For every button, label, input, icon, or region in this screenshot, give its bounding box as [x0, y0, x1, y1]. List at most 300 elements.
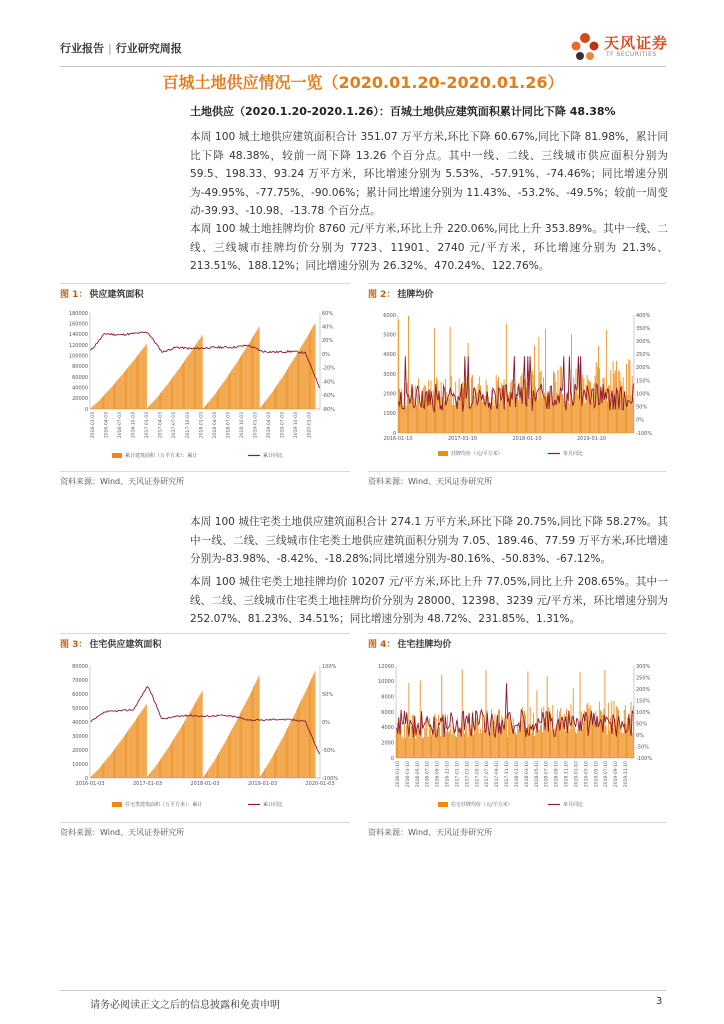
y-left-tick-label: 0 [84, 775, 88, 782]
bar [162, 756, 163, 778]
bar [602, 715, 603, 758]
bar [531, 733, 532, 758]
bar [242, 353, 243, 409]
figure-2-caption [368, 287, 433, 300]
bar [305, 692, 306, 778]
bar [232, 728, 233, 778]
bar [585, 403, 586, 433]
bar [212, 764, 213, 778]
bar [604, 378, 605, 433]
bar-series [90, 671, 320, 778]
bar [240, 357, 241, 409]
bar [290, 364, 291, 409]
figure-1-caption [60, 287, 143, 300]
bar [415, 386, 416, 433]
bar [467, 737, 468, 758]
bar [269, 763, 270, 778]
x-tick-label: 2016-09-10 [435, 761, 441, 788]
bar [225, 742, 226, 778]
bar [132, 725, 133, 778]
y-left-tick-label: 6000 [381, 709, 394, 716]
bar [448, 733, 449, 758]
bar [233, 726, 234, 778]
bar [258, 329, 259, 409]
x-tick-label: 2016-01-03 [91, 412, 97, 439]
bar [91, 776, 92, 778]
bar [301, 699, 302, 778]
bar [411, 393, 412, 433]
bar [122, 739, 123, 778]
bar [217, 391, 218, 409]
y-left-tick-label: 2000 [381, 740, 394, 747]
bar [563, 398, 564, 433]
bar [632, 733, 633, 758]
bar [93, 406, 94, 409]
bar [468, 343, 469, 433]
bar [495, 399, 496, 433]
y-right-tick-label: 350% [636, 325, 651, 332]
bar [112, 752, 113, 778]
bar [167, 749, 168, 778]
legend-line-label: 单月同比 [563, 802, 584, 808]
bar [180, 729, 181, 778]
bar [99, 400, 100, 409]
x-tick-label: 2019-11-10 [624, 761, 630, 788]
bar [293, 717, 294, 778]
bar [143, 709, 144, 778]
bar [537, 690, 538, 758]
bar [294, 715, 295, 778]
x-tick-label: 2017-05-10 [475, 761, 481, 788]
bar [128, 367, 129, 409]
bar [447, 715, 448, 758]
bar [126, 733, 127, 778]
bar [182, 725, 183, 778]
bar [182, 364, 183, 409]
figure-4-caption [368, 637, 451, 650]
bar [162, 390, 163, 409]
bar [224, 744, 225, 778]
bar [470, 406, 471, 433]
x-tick-label: 2019-01-03 [253, 412, 259, 439]
bar [590, 706, 591, 758]
bar [221, 385, 222, 409]
bar [625, 402, 626, 433]
bar [216, 392, 217, 409]
bar [215, 759, 216, 778]
bar [243, 707, 244, 778]
bar [184, 361, 185, 409]
bar [241, 355, 242, 409]
bar [272, 757, 273, 778]
bar [135, 358, 136, 409]
bar [449, 731, 450, 758]
bar [133, 723, 134, 778]
bar [446, 392, 447, 433]
bar [228, 375, 229, 409]
bar [438, 397, 439, 433]
bar [523, 395, 524, 433]
bar [576, 734, 577, 758]
bar [315, 671, 316, 778]
bar [254, 334, 255, 409]
bar [209, 401, 210, 409]
bar [543, 377, 544, 433]
x-tick-label: 2017-10-03 [185, 412, 191, 439]
bar [551, 390, 552, 433]
bar [166, 386, 167, 409]
x-tick-label: 2019-05-10 [594, 761, 600, 788]
bar [141, 350, 142, 409]
bar [186, 718, 187, 778]
y-right-tick-label: -40% [322, 379, 335, 386]
bar [120, 377, 121, 409]
y-right-tick-label: 150% [636, 698, 651, 705]
bar [478, 384, 479, 433]
bar [259, 676, 260, 778]
bar [244, 705, 245, 778]
bar-series [398, 316, 634, 433]
bar [568, 732, 569, 758]
bar [170, 744, 171, 778]
bar [516, 735, 517, 758]
bar [536, 394, 537, 433]
x-tick-label: 2016-11-10 [445, 761, 451, 788]
bar [515, 732, 516, 758]
bar [300, 348, 301, 409]
bar [140, 712, 141, 778]
bar [215, 394, 216, 409]
bar [259, 327, 260, 409]
bar [137, 356, 138, 409]
x-tick-label: 2018-01-10 [514, 761, 520, 788]
bar [510, 722, 511, 758]
bar [514, 732, 515, 758]
y-right-tick-label: 200% [636, 686, 651, 693]
bar [173, 739, 174, 778]
figure-2-title: 挂牌均价 [397, 290, 434, 300]
bar [196, 343, 197, 409]
bar [293, 360, 294, 409]
bar [100, 767, 101, 778]
bar [601, 712, 602, 758]
legend-bar-label: 挂牌均价（元/平方米） [451, 451, 503, 457]
bar [286, 371, 287, 409]
bar [503, 394, 504, 433]
bar [136, 719, 137, 778]
bar [538, 337, 539, 433]
x-tick-label: 2018-01-10 [512, 436, 542, 442]
bar [207, 403, 208, 409]
bar [161, 392, 162, 409]
figure-4-number: 图 4： [368, 640, 396, 650]
bar [237, 719, 238, 778]
bar [264, 402, 265, 409]
bar [517, 724, 518, 758]
bar [163, 389, 164, 409]
bar [504, 725, 505, 758]
bar [275, 751, 276, 778]
bar [125, 734, 126, 778]
x-tick-label: 2017-11-10 [505, 761, 511, 788]
bar [571, 704, 572, 758]
legend-bar-label: 住宅类建筑面积（万平方米）：累计 [125, 802, 203, 808]
bar [178, 370, 179, 409]
bar [276, 386, 277, 409]
bar [262, 405, 263, 409]
bar [477, 392, 478, 433]
bar [207, 771, 208, 778]
bar [523, 720, 524, 758]
bar [281, 379, 282, 409]
bar [261, 406, 262, 409]
bar [150, 773, 151, 778]
bar [198, 340, 199, 409]
bar [146, 344, 147, 409]
bar [551, 731, 552, 758]
bar [102, 397, 103, 409]
bar [452, 405, 453, 433]
bar [148, 407, 149, 409]
bar [181, 727, 182, 778]
bar [108, 391, 109, 409]
page-number: 3 [656, 996, 663, 1007]
y-left-tick-label: 4000 [381, 725, 394, 732]
x-tick-label: 2018-05-10 [534, 761, 540, 788]
bar [102, 764, 103, 778]
figure-1-bottom-rule [60, 471, 350, 472]
bar [630, 360, 631, 433]
bar [114, 749, 115, 778]
bar [197, 699, 198, 778]
bar [148, 775, 149, 778]
bar [140, 351, 141, 409]
bar [519, 393, 520, 433]
bar [241, 711, 242, 778]
bar [101, 766, 102, 778]
bar [564, 714, 565, 758]
x-tick-label: 2017-01-10 [447, 436, 478, 442]
bar [301, 346, 302, 409]
bar [289, 724, 290, 778]
x-tick-label: 2018-01-03 [199, 412, 205, 439]
bar [159, 394, 160, 409]
bar [239, 359, 240, 409]
legend-bar-swatch [112, 453, 122, 458]
bar [583, 722, 584, 758]
bar [157, 764, 158, 778]
bar [542, 732, 543, 758]
bar [612, 400, 613, 433]
bar [279, 381, 280, 409]
bar [561, 367, 562, 433]
bar [306, 690, 307, 778]
bar [486, 670, 487, 758]
bar [423, 737, 424, 758]
bar [181, 366, 182, 409]
bar [408, 316, 409, 433]
bar [312, 327, 313, 409]
bar [540, 372, 541, 433]
bar [506, 324, 507, 433]
bar [210, 766, 211, 778]
x-tick-label: 2018-01-03 [190, 781, 220, 787]
bar [151, 771, 152, 778]
bar [444, 736, 445, 758]
bar [260, 407, 261, 409]
bar [594, 721, 595, 758]
bar [226, 378, 227, 409]
x-tick-label: 2020-01-03 [307, 412, 313, 439]
bar [187, 356, 188, 409]
bar [167, 385, 168, 409]
bar [513, 718, 514, 758]
bar [192, 350, 193, 409]
bar [247, 700, 248, 778]
bar [98, 769, 99, 778]
bar [589, 382, 590, 433]
bar [566, 709, 567, 758]
bar [208, 402, 209, 409]
bar [518, 729, 519, 758]
bar [470, 734, 471, 758]
bar [117, 745, 118, 778]
bar [464, 733, 465, 758]
logo-english-name: TF SECURITIES [606, 51, 657, 58]
bar [605, 670, 606, 758]
bar [428, 737, 429, 758]
bar [91, 407, 92, 409]
figure-4-top-rule [368, 633, 666, 634]
y-left-tick-label: 1000 [383, 411, 396, 418]
bar [298, 706, 299, 778]
bar [575, 732, 576, 758]
bar [458, 729, 459, 758]
bar [111, 387, 112, 409]
bar [520, 376, 521, 433]
x-tick-label: 2016-07-03 [118, 412, 124, 439]
bar [185, 359, 186, 409]
figure-4-bottom-rule [368, 822, 666, 823]
bar [186, 358, 187, 409]
bar [446, 732, 447, 758]
y-left-tick-label: 20000 [72, 396, 88, 403]
bar [255, 332, 256, 409]
x-tick-label: 2019-01-10 [574, 761, 580, 788]
bar [172, 378, 173, 409]
y-right-tick-label: 0% [322, 719, 330, 726]
y-left-tick-label: 140000 [68, 332, 88, 339]
bar [599, 702, 600, 758]
bar [260, 776, 261, 778]
bar [290, 722, 291, 778]
chart-supply-area [60, 305, 350, 465]
bar [218, 389, 219, 409]
bar [274, 389, 275, 409]
bar [419, 729, 420, 758]
bar [276, 749, 277, 778]
bar [546, 722, 547, 758]
bar [113, 385, 114, 409]
bar [481, 400, 482, 433]
bar [512, 380, 513, 433]
bar [105, 393, 106, 409]
bar [126, 369, 127, 409]
bar [147, 776, 148, 778]
bar [223, 746, 224, 778]
bar [282, 378, 283, 409]
bar [141, 711, 142, 778]
bar [587, 375, 588, 433]
bar [104, 762, 105, 778]
bar [313, 325, 314, 409]
bar [192, 708, 193, 778]
bar [571, 334, 572, 433]
bar [608, 703, 609, 758]
bar [626, 724, 627, 758]
bar [465, 730, 466, 758]
x-tick-label: 2016-10-03 [131, 412, 137, 439]
bar [581, 403, 582, 433]
bar [147, 408, 148, 409]
bar [453, 391, 454, 433]
y-right-tick-label: -100% [636, 430, 653, 437]
bar [94, 773, 95, 778]
bar [273, 755, 274, 778]
bar [231, 730, 232, 778]
bar [299, 704, 300, 778]
figure-3-bottom-rule [60, 822, 350, 823]
bar [120, 742, 121, 778]
bar [112, 386, 113, 409]
bar [270, 761, 271, 778]
figure-1-number: 图 1： [60, 290, 88, 300]
bar [172, 741, 173, 778]
bar [133, 361, 134, 409]
y-right-tick-label: 200% [636, 365, 651, 372]
bar [131, 364, 132, 409]
bar [248, 698, 249, 778]
bar [230, 732, 231, 778]
bar [308, 685, 309, 778]
bar [560, 708, 561, 758]
bar [399, 389, 400, 433]
bar [486, 380, 487, 433]
bar [111, 753, 112, 778]
bar [483, 731, 484, 758]
bar [278, 383, 279, 409]
bar [527, 671, 528, 758]
bar [160, 759, 161, 778]
bar [160, 393, 161, 409]
bar [134, 360, 135, 409]
bar [115, 382, 116, 409]
bar [144, 347, 145, 409]
bar [163, 754, 164, 778]
bar [402, 406, 403, 433]
bar [288, 367, 289, 409]
bar [139, 714, 140, 778]
bar [510, 383, 511, 433]
bar [404, 723, 405, 758]
bar [223, 383, 224, 409]
bar [437, 381, 438, 433]
bar [271, 759, 272, 778]
y-right-tick-label: 20% [322, 338, 334, 345]
figure-3-title: 住宅供应建筑面积 [89, 640, 162, 650]
y-left-tick-label: 8000 [381, 694, 394, 701]
y-right-tick-label: 60% [322, 310, 334, 317]
